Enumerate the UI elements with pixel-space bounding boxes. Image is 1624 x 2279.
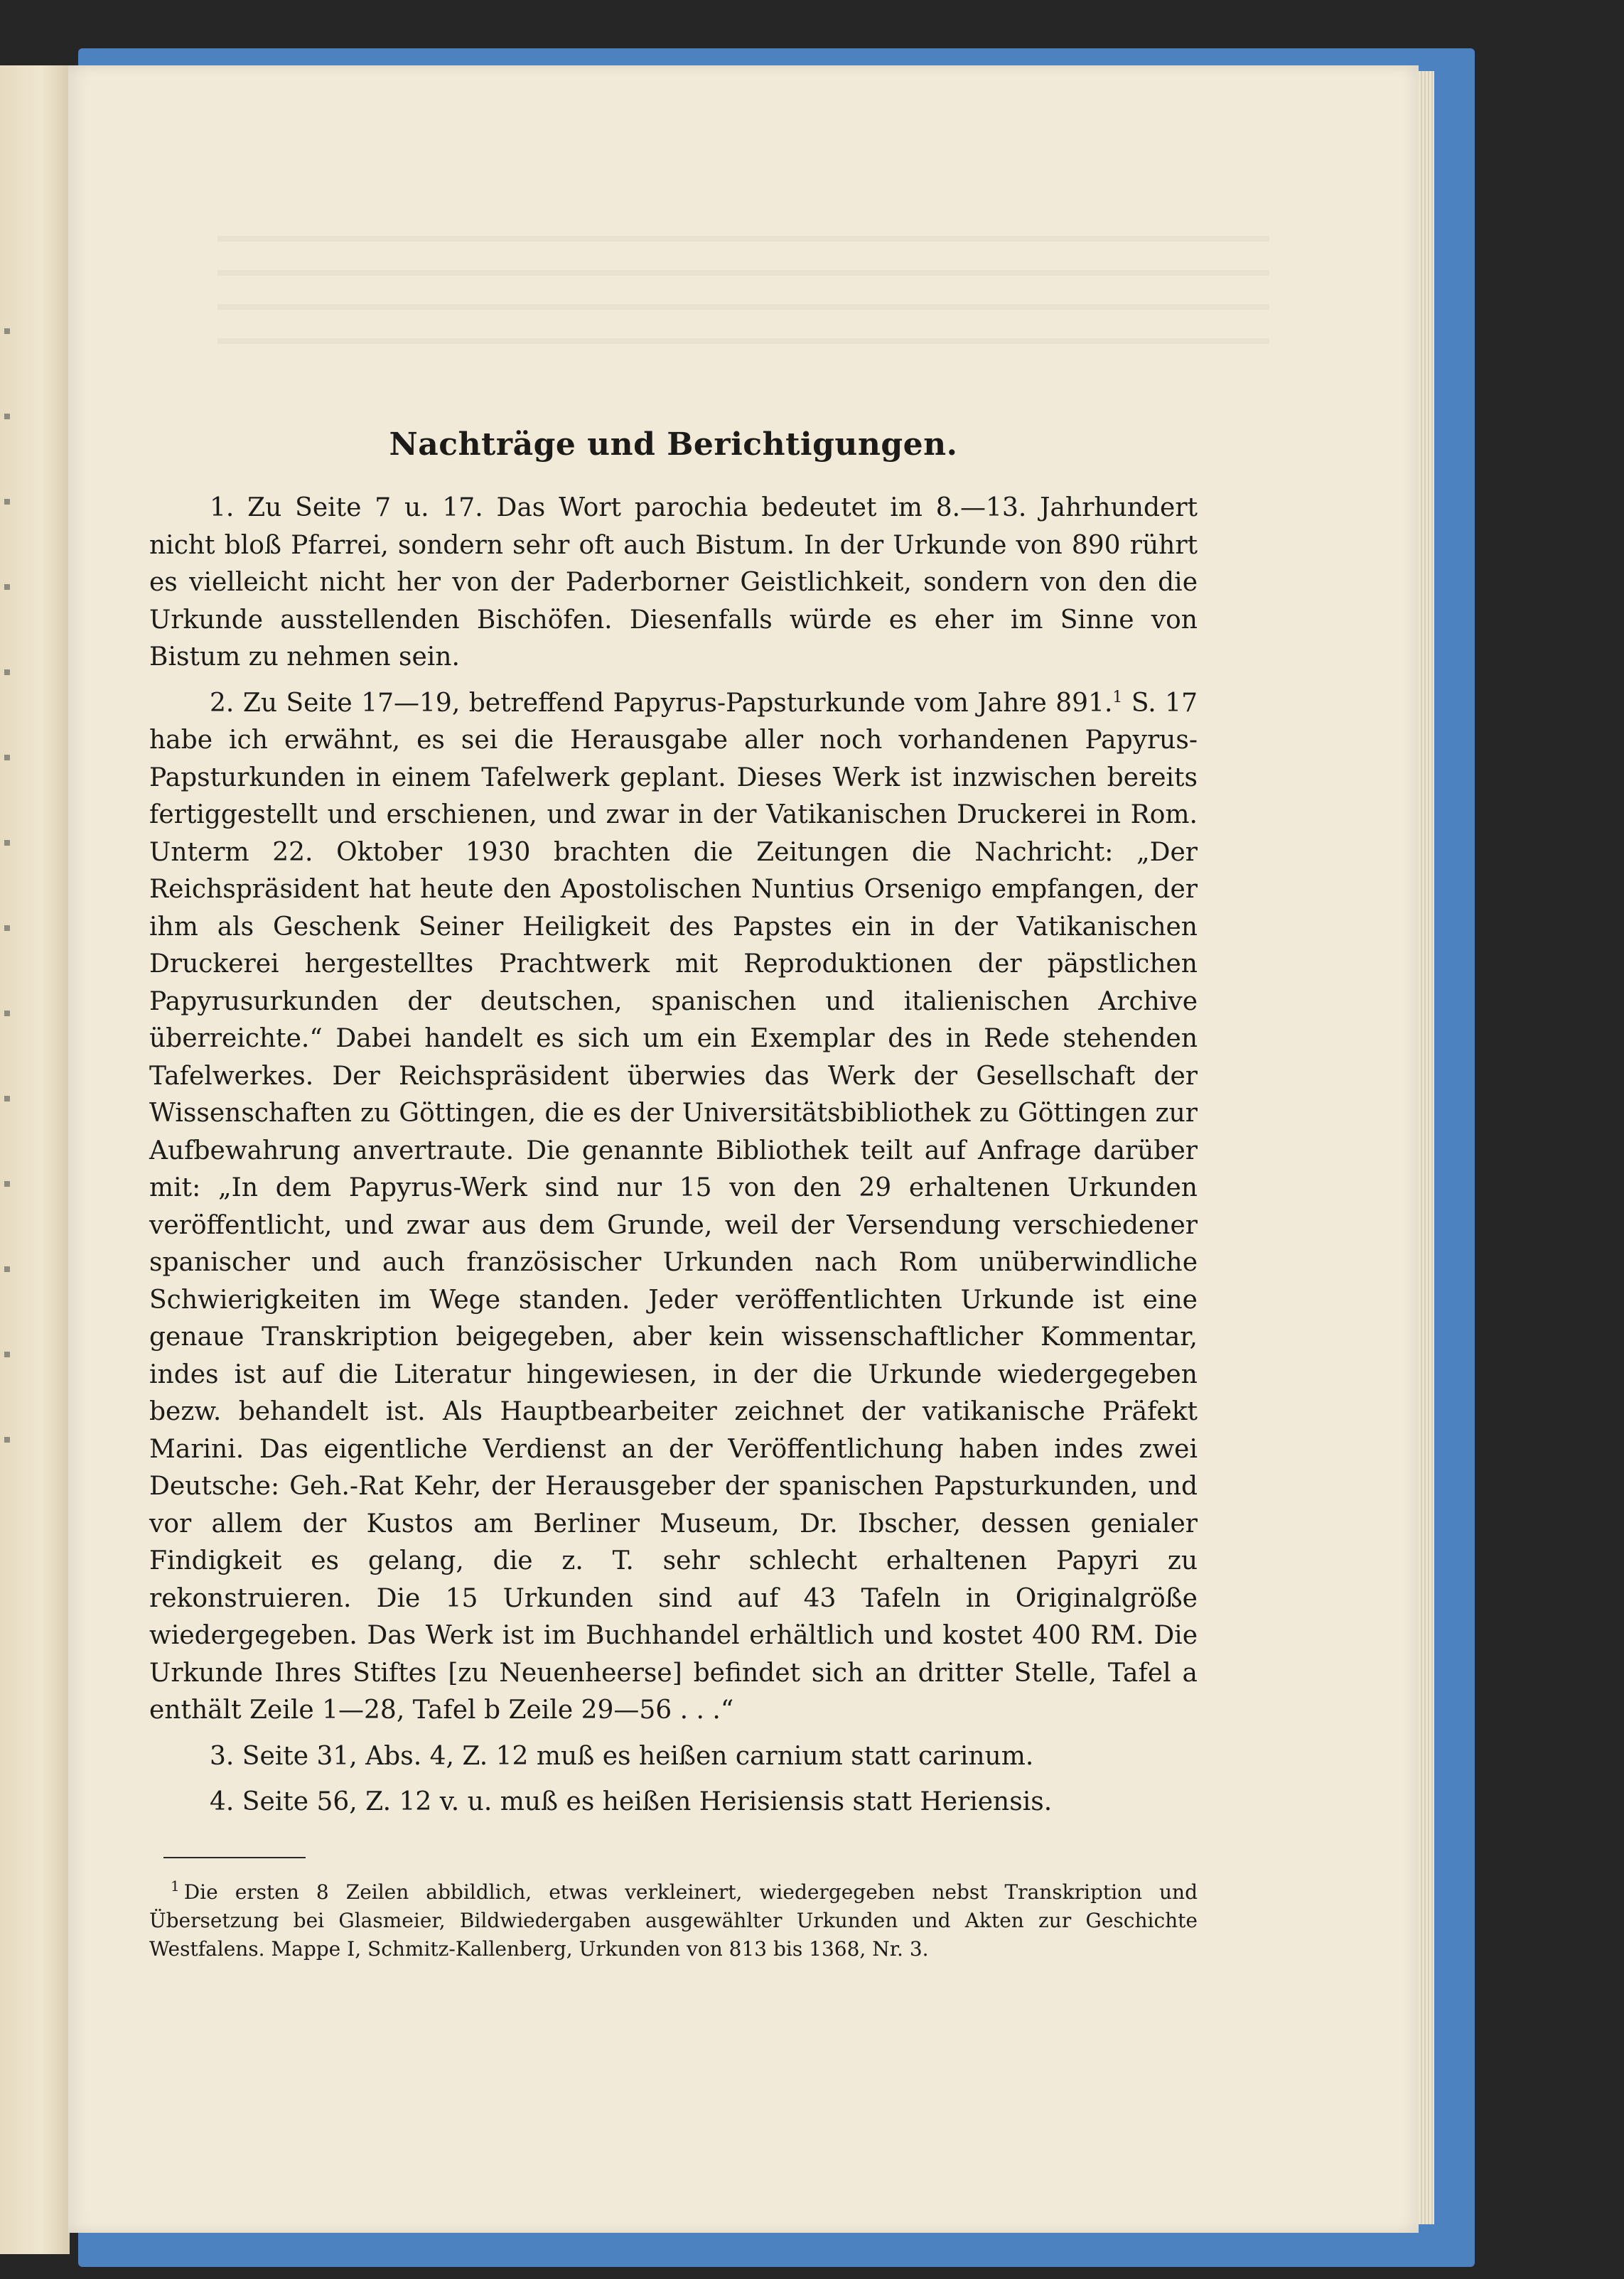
page-heading: Nachträge und Berichtigungen. — [389, 426, 958, 463]
item-3: 3. Seite 31, Abs. 4, Z. 12 muß es heißen carnium statt carinum. — [210, 1741, 1034, 1771]
item-2-text-rest: S. 17 habe ich erwähnt, es sei die Herausgabe aller noch vorhandenen Papyrus-Papsturkunden in einem Tafelwerk geplant. Dieses Werk ist inzwischen bereits fertiggestellt und erschienen, und zwar in der Vatikanischen Druckerei in Rom. Unterm 22. Oktober 1930 brachten die Zeitungen die Nachricht: „Der Reichspräsident hat heute den Apostolischen Nuntius Orsenigo empfangen, der ihm als Geschenk Seiner Heiligkeit des Papstes ein in der Vatikanischen Druckerei hergestelltes Prachtwerk mit Reproduktionen der päpstlichen Papyrusurkunden der deutschen, spanischen und italienischen Archive überreichte.“ Dabei handelt es sich um ein Exemplar des in Rede stehenden Tafelwerkes. Der Reichspräsident überwies das Werk der Gesellschaft der Wissenschaften zu Göttingen, die es der Universitätsbibliothek zu Göttingen zur Aufbewahrung anvertraute. Die genannte Bibliothek teilt auf Anfrage darüber mit: „In dem Papyrus-Werk sind nur 15 von den 29 erhaltenen Urkunden veröffentlicht, und zwar aus dem Grunde, weil der Versendung verschiedener spanischer und auch französischer Urkunden nach Rom unüberwindliche Schwierigkeiten im Wege standen. Jeder veröffentlichten Urkunde ist eine genaue Transkription beigegeben, aber kein wissenschaftlicher Kommentar, indes ist auf die Literatur hingewiesen, in der die Urkunde wiedergegeben bezw. behandelt ist. Als Hauptbearbeiter zeichnet der vatikanische Präfekt Marini. Das eigentliche Verdienst an der Veröffentlichung haben indes zwei Deutsche: Geh.-Rat Kehr, der Herausgeber der spanischen Papsturkunden, und vor allem der Kustos am Berliner Museum, Dr. Ibscher, dessen genialer Findigkeit es gelang, die z. T. sehr schlecht erhaltenen Papyri zu rekonstruieren. Die 15 Urkunden sind auf 43 Tafeln in Originalgröße wiedergegeben. Das Werk ist im Buchhandel erhältlich und kostet 400 RM. Die Urkunde Ihres Stiftes [zu Neuenheerse] befindet sich an dritter Stelle, Tafel a enthält Zeile 1—28, Tafel b Zeile 29—56 . . .“ — [149, 688, 1198, 1725]
page-stack-edge — [1419, 71, 1434, 2224]
page-content — [149, 426, 1198, 1983]
footnote-text: Die ersten 8 Zeilen abbildlich, etwas verkleinert, wiedergegeben nebst Transkription und Übersetzung bei Glasmeier, Bildwiedergaben ausgewählter Urkunden und Akten zur Geschichte Westfalens. Mappe I, Schmitz-Kallenberg, Urkunden von 813 bis 1368, Nr. 3. — [149, 1880, 1198, 1961]
show-through-text — [217, 208, 1269, 371]
facing-page-edge — [0, 65, 70, 2254]
item-1: 1. Zu Seite 7 u. 17. Das Wort parochia bedeutet im 8.—13. Jahrhundert nicht bloß Pfarrei, sondern sehr oft auch Bistum. In der Urkunde von 890 rührt es vielleicht nicht her von der Paderborner Geistlichkeit, sondern von den die Urkunde ausstellenden Bischöfen. Diesenfalls würde es eher im Sinne von Bistum zu nehmen sein. — [149, 493, 1198, 672]
footnote — [149, 1878, 1198, 1963]
footnote-number: 1 — [171, 1877, 180, 1895]
item-2-text-start: 2. Zu Seite 17—19, betreffend Papyrus-Papsturkunde vom Jahre 891. — [210, 688, 1113, 718]
item-4: 4. Seite 56, Z. 12 v. u. muß es heißen Herisiensis statt Heriensis. — [210, 1787, 1053, 1816]
footnote-divider — [163, 1857, 306, 1858]
item-2 — [149, 685, 1198, 1730]
facing-page-text-fragments — [4, 279, 10, 1487]
footnote-reference[interactable]: 1 — [1112, 688, 1123, 706]
